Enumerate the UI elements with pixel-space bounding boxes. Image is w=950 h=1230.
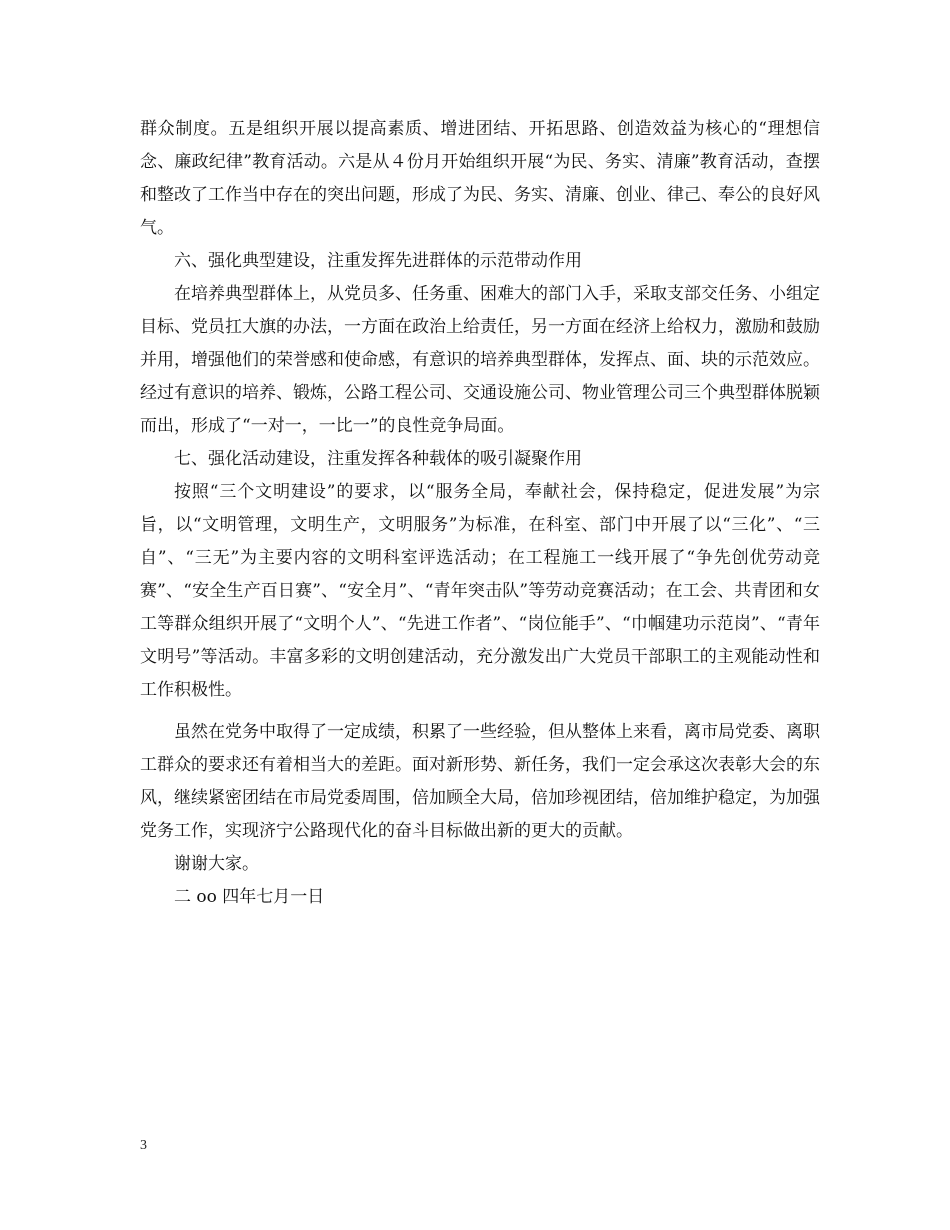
- closing-thanks: 谢谢大家。: [174, 854, 259, 874]
- section-heading-six: 六、强化典型建设，注重发挥先进群体的示范带动作用: [174, 251, 582, 271]
- paragraph-conclusion: 虽然在党务中取得了一定成绩，积累了一些经验，但从整体上来看，离市局党委、离职工群众的要求还有着相当大的差距。面对新形势、新任务，我们一定会承这次表彰大会的东风，继续紧密团结在市局党委周围，倍加顾全大局，倍加珍视团结，倍加维护稳定，为加强党务工作，实现济宁公路现代化的奋斗目标做出新的更大的贡献。: [140, 722, 820, 841]
- page-number: 3: [140, 1138, 147, 1153]
- document-date: 二 oo 四年七月一日: [174, 887, 325, 907]
- paragraph-typical-groups: 在培养典型群体上，从党员多、任务重、困难大的部门入手，采取支部交任务、小组定目标、党员扛大旗的办法，一方面在政治上给责任，另一方面在经济上给权力，激励和鼓励并用，增强他们的荣誉感和使命感，有意识的培养典型群体，发挥点、面、块的示范效应。经过有意识的培养、锻炼，公路工程公司、交通设施公司、物业管理公司三个典型群体脱颖而出，形成了“一对一，一比一”的良性竞争局面。: [140, 284, 820, 436]
- paragraph-continuation: 群众制度。五是组织开展以提高素质、增进团结、开拓思路、创造效益为核心的“理想信念、廉政纪律”教育活动。六是从４份月开始组织开展“为民、务实、清廉”教育活动，查摆和整改了工作当中存在的突出问题，形成了为民、务实、清廉、创业、律己、奉公的良好风气。: [140, 119, 820, 238]
- document-body: [140, 113, 820, 914]
- paragraph-spacer: [140, 707, 820, 716]
- section-heading-seven: 七、强化活动建设，注重发挥各种载体的吸引凝聚作用: [174, 449, 582, 469]
- paragraph-civilization-activities: 按照“三个文明建设”的要求，以“服务全局，奉献社会，保持稳定，促进发展”为宗旨，以“文明管理，文明生产，文明服务”为标准，在科室、部门中开展了以“三化”、“三自”、“三无”为主要内容的文明科室评选活动；在工程施工一线开展了“争先创优劳动竞赛”、“安全生产百日赛”、“安全月”、“青年突击队”等劳动竞赛活动；在工会、共青团和女工等群众组织开展了“文明个人”、“先进工作者”、“岗位能手”、“巾帼建功示范岗”、“青年文明号”等活动。丰富多彩的文明创建活动，充分激发出广大党员干部职工的主观能动性和工作积极性。: [140, 482, 820, 700]
